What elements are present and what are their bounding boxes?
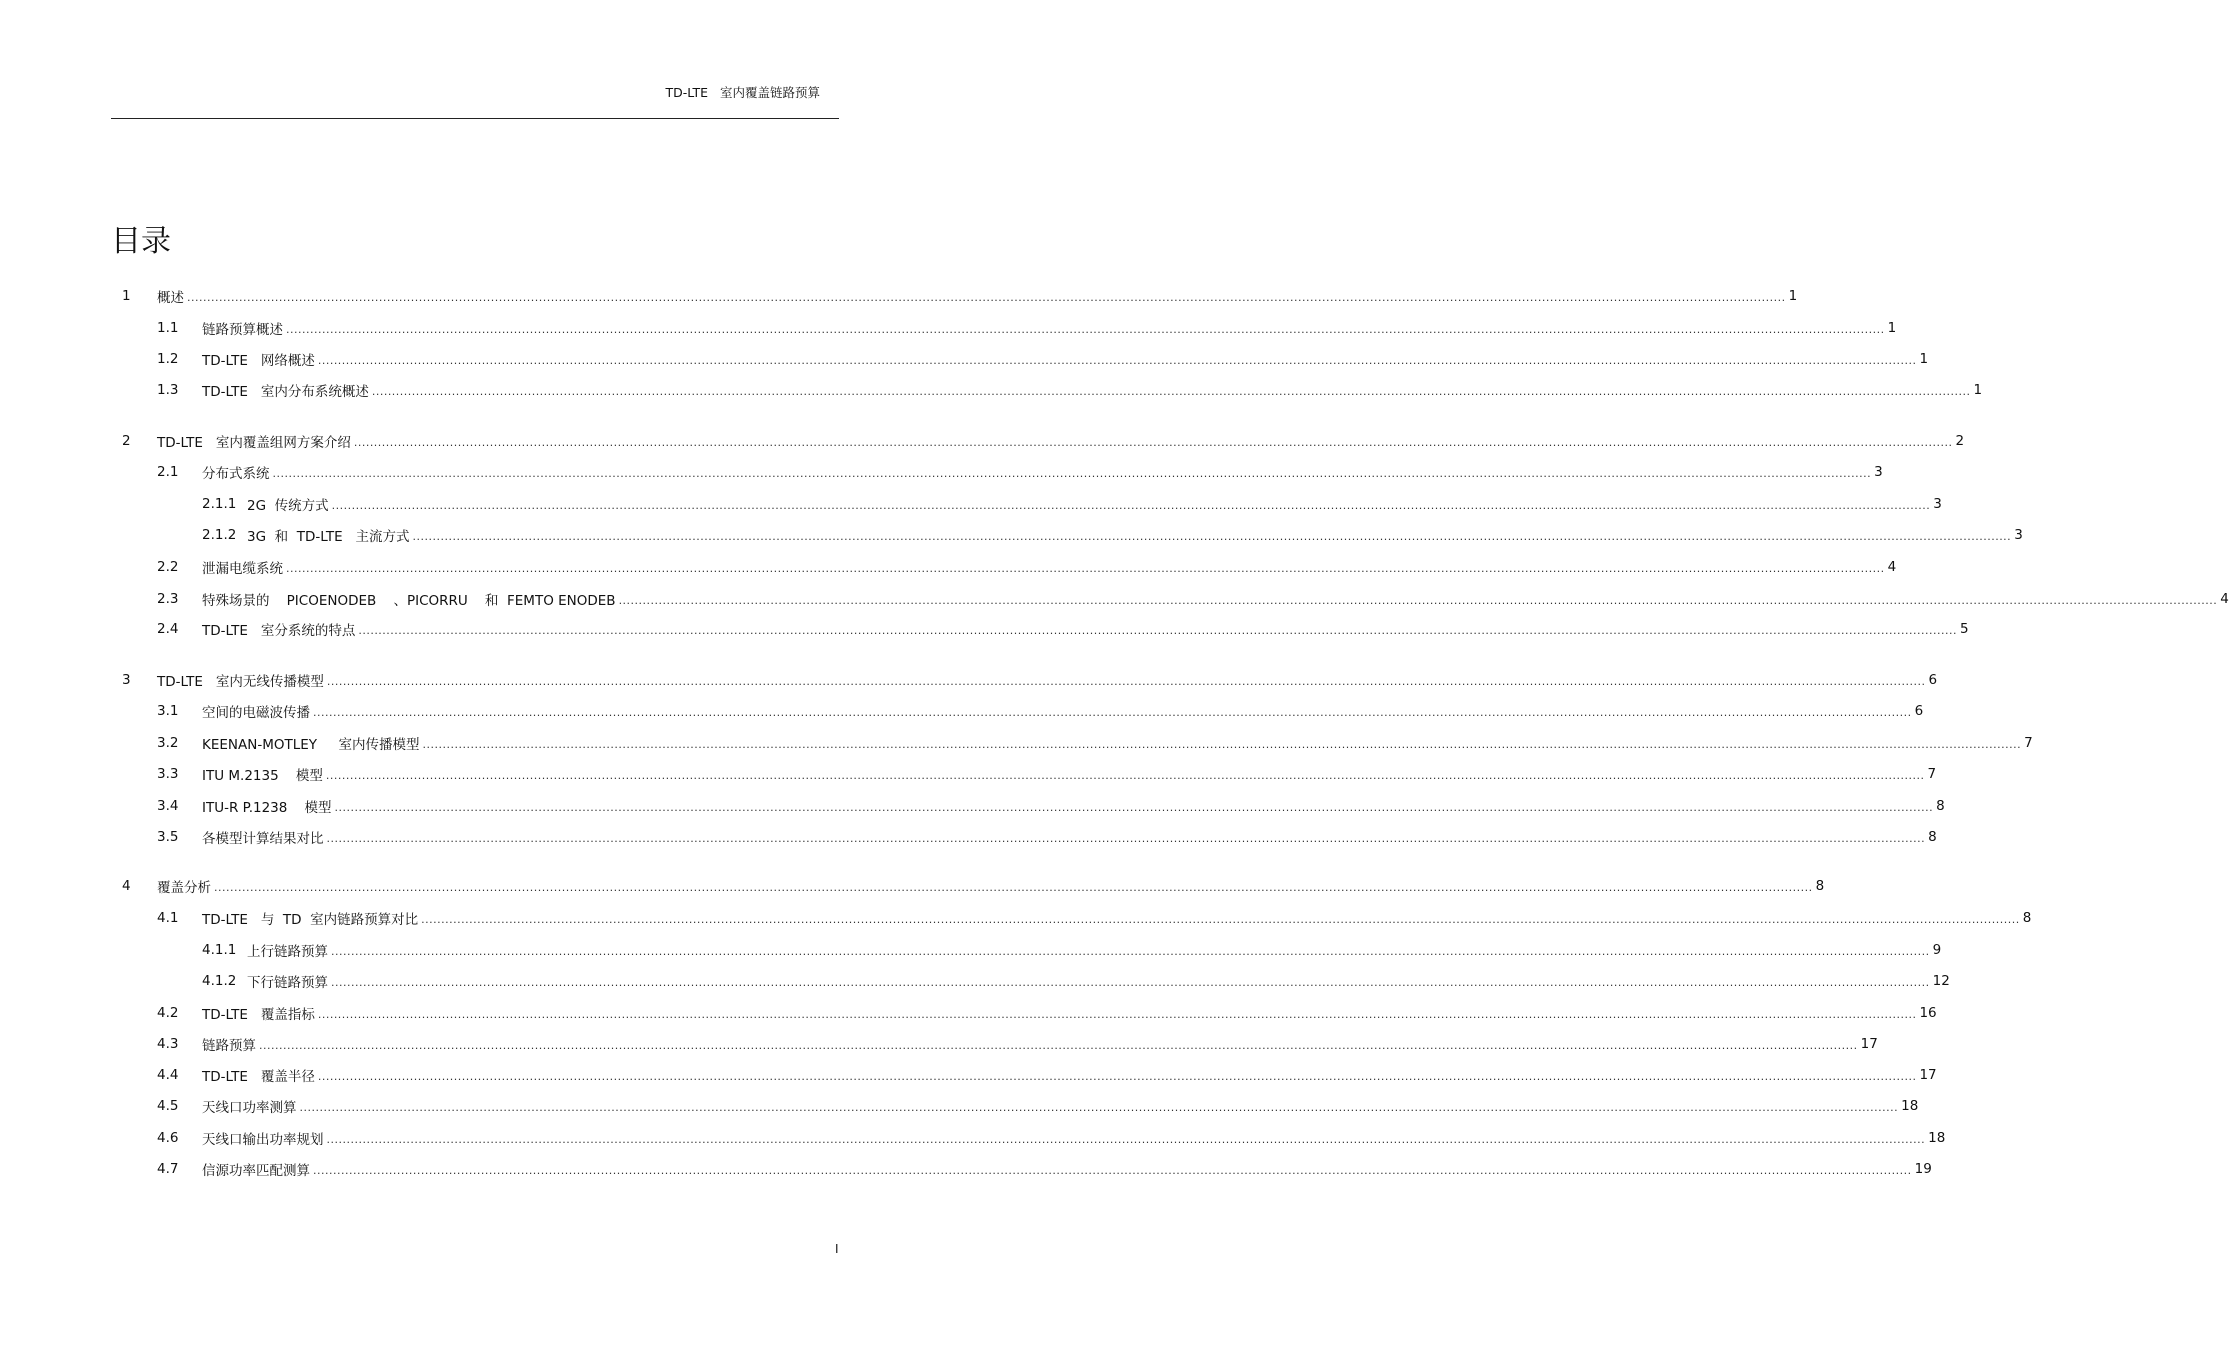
toc-entry-label: TD-LTE 室分系统的特点 (202, 623, 356, 639)
toc-entry-page: 7 (1927, 766, 1937, 782)
toc-entry-number: 2.2 (157, 559, 179, 575)
toc-entry[interactable] (202, 1034, 1878, 1054)
toc-entry-label: 概述 (157, 290, 184, 306)
toc-entry-label: 天线口功率测算 (202, 1100, 297, 1116)
toc-entry-label: 上行链路预算 (247, 944, 328, 960)
toc-entry-page: 3 (2014, 527, 2023, 543)
toc-entry-page: 19 (1914, 1161, 1932, 1177)
toc-entry-label: 泄漏电缆系统 (202, 561, 283, 577)
toc-entry-number: 3.2 (157, 735, 179, 751)
toc-entry-number: 1.1 (157, 320, 179, 336)
toc-entry-page: 8 (2022, 910, 2032, 926)
toc-entry-label: TD-LTE 与 TD 室内链路预算对比 (202, 912, 419, 928)
toc-entry-label: 链路预算概述 (202, 322, 283, 338)
toc-leader-dots: ................................................................................................................................................................................................................................................................................................................................................................................................................ (299, 1101, 1899, 1114)
toc-entry[interactable] (202, 1003, 1937, 1023)
toc-leader-dots: ................................................................................................................................................................................................................................................................................................................................................................................................................ (313, 1164, 1912, 1177)
toc-entry-number: 4 (122, 878, 131, 894)
toc-entry-page: 8 (1928, 829, 1937, 845)
toc-entry-label: 下行链路预算 (247, 975, 328, 991)
toc-entry[interactable] (247, 525, 2023, 545)
toc-entry-number: 4.6 (157, 1130, 179, 1146)
toc-entry[interactable] (202, 1128, 1946, 1148)
toc-entry-page: 9 (1932, 942, 1942, 958)
toc-leader-dots: ................................................................................................................................................................................................................................................................................................................................................................................................................ (326, 1133, 1926, 1146)
toc-leader-dots: ................................................................................................................................................................................................................................................................................................................................................................................................................ (317, 1008, 1917, 1021)
toc-leader-dots: ................................................................................................................................................................................................................................................................................................................................................................................................................ (334, 801, 1934, 814)
toc-entry-number: 4.1 (157, 910, 179, 926)
toc-entry[interactable] (202, 619, 1969, 639)
toc-entry-number: 2.1.1 (202, 496, 237, 512)
toc-entry-page: 18 (1901, 1098, 1919, 1114)
toc-entry-number: 3.1 (157, 703, 179, 719)
toc-entry-number: 2 (122, 433, 131, 449)
toc-entry-page: 6 (1928, 672, 1938, 688)
toc-entry-page: 2 (1955, 433, 1965, 449)
toc-entry[interactable] (202, 1096, 1919, 1116)
toc-entry-page: 1 (1788, 288, 1798, 304)
toc-entry[interactable] (247, 940, 1942, 960)
toc-entry-number: 3 (122, 672, 131, 688)
toc-entry-label: ITU-R P.1238 模型 (202, 800, 332, 816)
toc-entry-label: TD-LTE 室内分布系统概述 (202, 384, 369, 400)
toc-entry-label: 各模型计算结果对比 (202, 831, 324, 847)
toc-entry-label: TD-LTE 覆盖半径 (202, 1069, 315, 1085)
header-rule (111, 118, 839, 119)
toc-entry-page: 16 (1919, 1005, 1937, 1021)
toc-entry-page: 1 (1973, 382, 1983, 398)
toc-entry[interactable] (157, 431, 1965, 451)
toc-entry-label: 链路预算 (202, 1038, 256, 1054)
toc-entry-number: 3.3 (157, 766, 179, 782)
toc-entry-label: 覆盖分析 (157, 880, 211, 896)
toc-entry[interactable] (157, 670, 1938, 690)
toc-entry[interactable] (202, 764, 1937, 784)
toc-leader-dots: ................................................................................................................................................................................................................................................................................................................................................................................................................ (422, 738, 2022, 751)
toc-entry[interactable] (202, 1159, 1932, 1179)
toc-entry[interactable] (157, 876, 1825, 896)
toc-entry-page: 6 (1914, 703, 1924, 719)
toc-entry-page: 4 (2220, 591, 2229, 607)
toc-title: 目录 (111, 224, 171, 259)
toc-entry-label: 2G 传统方式 (247, 498, 329, 514)
toc-entry-page: 17 (1860, 1036, 1878, 1052)
toc-leader-dots: ................................................................................................................................................................................................................................................................................................................................................................................................................ (331, 976, 1930, 989)
toc-entry-number: 4.4 (157, 1067, 179, 1083)
toc-entry-page: 1 (1887, 320, 1897, 336)
toc-entry[interactable] (202, 462, 1883, 482)
toc-entry[interactable] (202, 827, 1937, 847)
toc-leader-dots: ................................................................................................................................................................................................................................................................................................................................................................................................................ (358, 624, 1957, 637)
toc-leader-dots: ................................................................................................................................................................................................................................................................................................................................................................................................................ (286, 562, 1885, 575)
toc-leader-dots: ................................................................................................................................................................................................................................................................................................................................................................................................................ (259, 1039, 1858, 1052)
toc-entry-label: KEENAN-MOTLEY 室内传播模型 (202, 737, 420, 753)
toc-entry-number: 4.5 (157, 1098, 179, 1114)
toc-leader-dots: ................................................................................................................................................................................................................................................................................................................................................................................................................ (286, 323, 1885, 336)
toc-entry-number: 3.5 (157, 829, 179, 845)
toc-entry-label: ITU M.2135 模型 (202, 768, 323, 784)
toc-leader-dots: ................................................................................................................................................................................................................................................................................................................................................................................................................ (325, 769, 1925, 782)
toc-leader-dots: ................................................................................................................................................................................................................................................................................................................................................................................................................ (214, 881, 1813, 894)
toc-leader-dots: ................................................................................................................................................................................................................................................................................................................................................................................................................ (326, 832, 1926, 845)
toc-entry-number: 1.2 (157, 351, 179, 367)
toc-leader-dots: ................................................................................................................................................................................................................................................................................................................................................................................................................ (326, 675, 1926, 688)
toc-entry-page: 1 (1919, 351, 1929, 367)
toc-entry-page: 18 (1928, 1130, 1946, 1146)
toc-entry-number: 1 (122, 288, 131, 304)
toc-leader-dots: ................................................................................................................................................................................................................................................................................................................................................................................................................ (331, 945, 1930, 958)
toc-entry-label: 特殊场景的 PICOENODEB 、PICORRU 和 FEMTO ENODEB (202, 593, 616, 609)
toc-entry-page: 17 (1919, 1067, 1937, 1083)
toc-entry[interactable] (247, 494, 1942, 514)
toc-leader-dots: ................................................................................................................................................................................................................................................................................................................................................................................................................ (618, 594, 2218, 607)
toc-entry[interactable] (202, 318, 1897, 338)
toc-entry-page: 4 (1887, 559, 1897, 575)
toc-entry-label: 信源功率匹配测算 (202, 1163, 310, 1179)
toc-entry-label: 3G 和 TD-LTE 主流方式 (247, 529, 410, 545)
toc-leader-dots: ................................................................................................................................................................................................................................................................................................................................................................................................................ (331, 499, 1931, 512)
toc-entry[interactable] (202, 796, 1945, 816)
toc-entry-page: 12 (1932, 973, 1950, 989)
toc-entry[interactable] (202, 908, 2032, 928)
toc-entry-number: 4.2 (157, 1005, 179, 1021)
toc-entry-number: 3.4 (157, 798, 179, 814)
toc-entry[interactable] (202, 701, 1924, 721)
toc-leader-dots: ................................................................................................................................................................................................................................................................................................................................................................................................................ (317, 1070, 1917, 1083)
toc-entry-label: 天线口输出功率规划 (202, 1132, 324, 1148)
toc-entry-page: 7 (2024, 735, 2033, 751)
toc-leader-dots: ................................................................................................................................................................................................................................................................................................................................................................................................................ (313, 706, 1912, 719)
toc-entry[interactable] (247, 971, 1950, 991)
toc-entry[interactable] (202, 349, 1929, 369)
toc-leader-dots: ................................................................................................................................................................................................................................................................................................................................................................................................................ (187, 291, 1786, 304)
toc-entry-page: 3 (1933, 496, 1942, 512)
toc-entry[interactable] (157, 286, 1798, 306)
toc-entry[interactable] (202, 1065, 1937, 1085)
toc-entry-number: 4.1.2 (202, 973, 237, 989)
toc-entry[interactable] (202, 733, 2033, 753)
toc-leader-dots: ................................................................................................................................................................................................................................................................................................................................................................................................................ (353, 436, 1953, 449)
toc-leader-dots: ................................................................................................................................................................................................................................................................................................................................................................................................................ (412, 530, 2012, 543)
toc-entry-page: 3 (1874, 464, 1883, 480)
toc-entry-label: TD-LTE 网络概述 (202, 353, 315, 369)
toc-entry-number: 2.1 (157, 464, 179, 480)
toc-leader-dots: ................................................................................................................................................................................................................................................................................................................................................................................................................ (317, 354, 1917, 367)
toc-entry-number: 4.3 (157, 1036, 179, 1052)
toc-entry-page: 8 (1936, 798, 1945, 814)
toc-leader-dots: ................................................................................................................................................................................................................................................................................................................................................................................................................ (272, 467, 1872, 480)
page-number: I (835, 1242, 839, 1256)
toc-entry-label: 分布式系统 (202, 466, 270, 482)
toc-entry-number: 2.1.2 (202, 527, 237, 543)
toc-entry-number: 2.4 (157, 621, 179, 637)
toc-entry-page: 8 (1815, 878, 1825, 894)
toc-entry-label: TD-LTE 覆盖指标 (202, 1007, 315, 1023)
toc-entry[interactable] (202, 589, 2229, 609)
toc-entry-label: TD-LTE 室内无线传播模型 (157, 674, 324, 690)
page-header-title: TD-LTE 室内覆盖链路预算 (665, 85, 820, 100)
toc-entry[interactable] (202, 380, 1983, 400)
toc-leader-dots: ................................................................................................................................................................................................................................................................................................................................................................................................................ (421, 913, 2020, 926)
toc-entry-label: TD-LTE 室内覆盖组网方案介绍 (157, 435, 351, 451)
toc-entry-number: 1.3 (157, 382, 179, 398)
toc-entry-number: 4.7 (157, 1161, 179, 1177)
toc-entry-number: 4.1.1 (202, 942, 237, 958)
toc-entry-page: 5 (1959, 621, 1969, 637)
toc-entry-number: 2.3 (157, 591, 179, 607)
toc-leader-dots: ................................................................................................................................................................................................................................................................................................................................................................................................................ (371, 385, 1971, 398)
toc-entry-label: 空间的电磁波传播 (202, 705, 310, 721)
toc-entry[interactable] (202, 557, 1897, 577)
